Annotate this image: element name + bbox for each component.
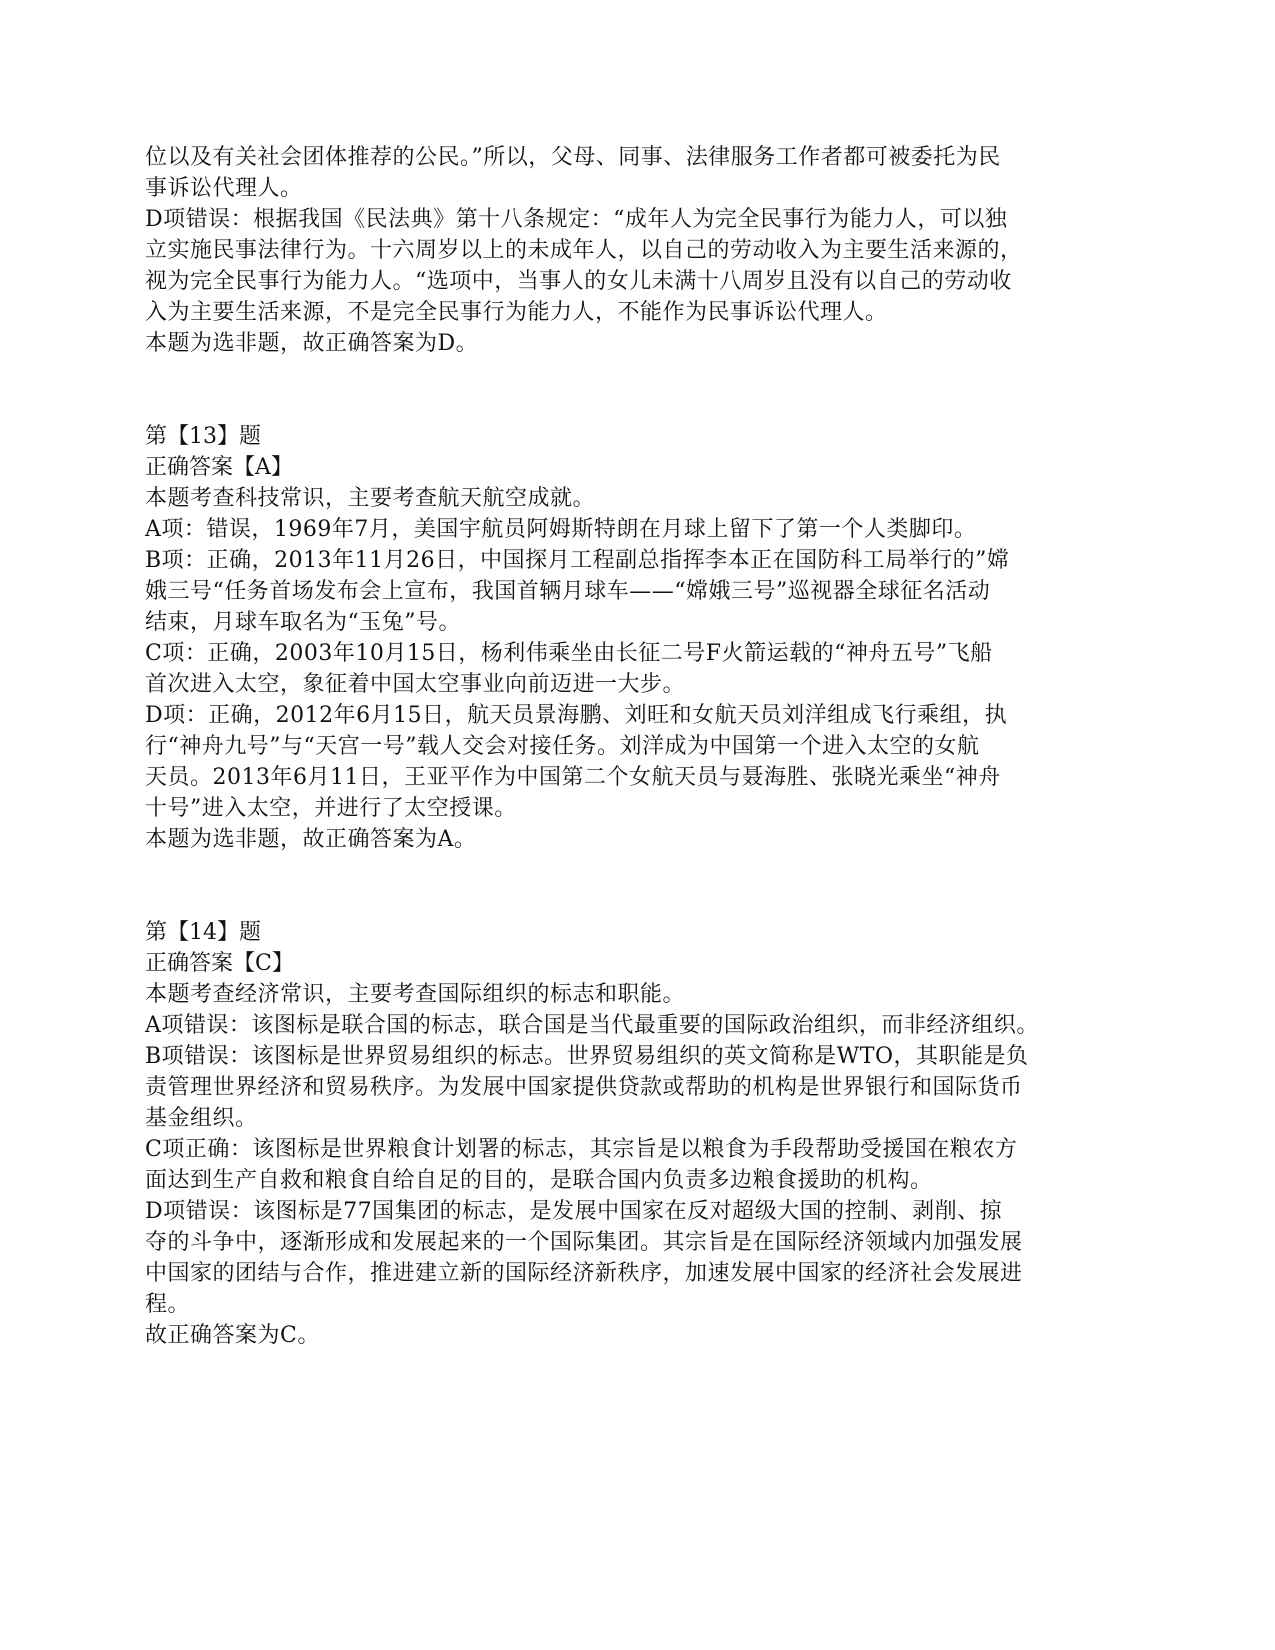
text-line: 天员。2013年6月11日，王亚平作为中国第二个女航天员与聂海胜、张晓光乘坐“神舟	[145, 765, 1001, 790]
question-14	[145, 917, 1085, 1351]
text-line: 十号”进入太空，并进行了太空授课。	[145, 796, 517, 821]
text-line: 首次进入太空，象征着中国太空事业向前迈进一大步。	[145, 672, 686, 697]
question-title: 第【14】题	[145, 920, 261, 945]
text-line: D项错误：该图标是77国集团的标志，是发展中国家在反对超级大国的控制、剥削、掠	[145, 1199, 1003, 1224]
text-line: 基金组织。	[145, 1106, 258, 1131]
spacer	[145, 855, 1085, 917]
text-line: A项：错误，1969年7月，美国宇航员阿姆斯特朗在月球上留下了第一个人类脚印。	[145, 517, 977, 542]
text-line: B项：正确，2013年11月26日，中国探月工程副总指挥李本正在国防科工局举行的”嫦	[145, 548, 1010, 573]
conclusion-line: 本题为选非题，故正确答案为A。	[145, 827, 477, 852]
text-line: 入为主要生活来源，不是完全民事行为能力人，不能作为民事诉讼代理人。	[145, 300, 888, 325]
text-line: 立实施民事法律行为。十六周岁以上的未成年人，以自己的劳动收入为主要生活来源的，	[145, 238, 1023, 263]
text-line: 程。	[145, 1292, 191, 1317]
text-line: 位以及有关社会团体推荐的公民。”所以，父母、同事、法律服务工作者都可被委托为民	[145, 145, 1001, 170]
continuation-block	[145, 142, 1085, 359]
text-line: 本题考查经济常识，主要考查国际组织的标志和职能。	[145, 982, 686, 1007]
text-line: B项错误：该图标是世界贸易组织的标志。世界贸易组织的英文简称是WTO，其职能是负	[145, 1044, 1029, 1069]
correct-answer: 正确答案【A】	[145, 455, 293, 480]
conclusion-line: 本题为选非题，故正确答案为D。	[145, 331, 479, 356]
text-line: 责管理世界经济和贸易秩序。为发展中国家提供贷款或帮助的机构是世界银行和国际货币	[145, 1075, 1023, 1100]
text-line: 面达到生产自救和粮食自给自足的目的，是联合国内负责多边粮食援助的机构。	[145, 1168, 933, 1193]
text-line: 事诉讼代理人。	[145, 176, 303, 201]
text-line: 本题考查科技常识，主要考查航天航空成就。	[145, 486, 596, 511]
text-line: 结束，月球车取名为“玉兔”号。	[145, 610, 461, 635]
conclusion-line: 故正确答案为C。	[145, 1323, 320, 1348]
text-line: 中国家的团结与合作，推进建立新的国际经济新秩序，加速发展中国家的经济社会发展进	[145, 1261, 1023, 1286]
question-13	[145, 421, 1085, 855]
text-line: C项：正确，2003年10月15日，杨利伟乘坐由长征二号F火箭运载的“神舟五号”飞船	[145, 641, 993, 666]
document-page	[145, 142, 1085, 1351]
text-line: 夺的斗争中，逐渐形成和发展起来的一个国际集团。其宗旨是在国际经济领域内加强发展	[145, 1230, 1023, 1255]
text-line: 行“神舟九号”与“天宫一号”载人交会对接任务。刘洋成为中国第一个进入太空的女航	[145, 734, 980, 759]
text-line: D项：正确，2012年6月15日，航天员景海鹏、刘旺和女航天员刘洋组成飞行乘组，执	[145, 703, 1008, 728]
spacer	[145, 359, 1085, 421]
text-line: 娥三号“任务首场发布会上宣布，我国首辆月球车——“嫦娥三号”巡视器全球征名活动	[145, 579, 991, 604]
text-line: C项正确：该图标是世界粮食计划署的标志，其宗旨是以粮食为手段帮助受援国在粮农方	[145, 1137, 1018, 1162]
text-line: D项错误：根据我国《民法典》第十八条规定：“成年人为完全民事行为能力人，可以独	[145, 207, 1008, 232]
text-line: 视为完全民事行为能力人。“选项中，当事人的女儿未满十八周岁且没有以自己的劳动收	[145, 269, 1012, 294]
text-line: A项错误：该图标是联合国的标志，联合国是当代最重要的国际政治组织，而非经济组织。	[145, 1013, 1039, 1038]
question-title: 第【13】题	[145, 424, 261, 449]
correct-answer: 正确答案【C】	[145, 951, 294, 976]
